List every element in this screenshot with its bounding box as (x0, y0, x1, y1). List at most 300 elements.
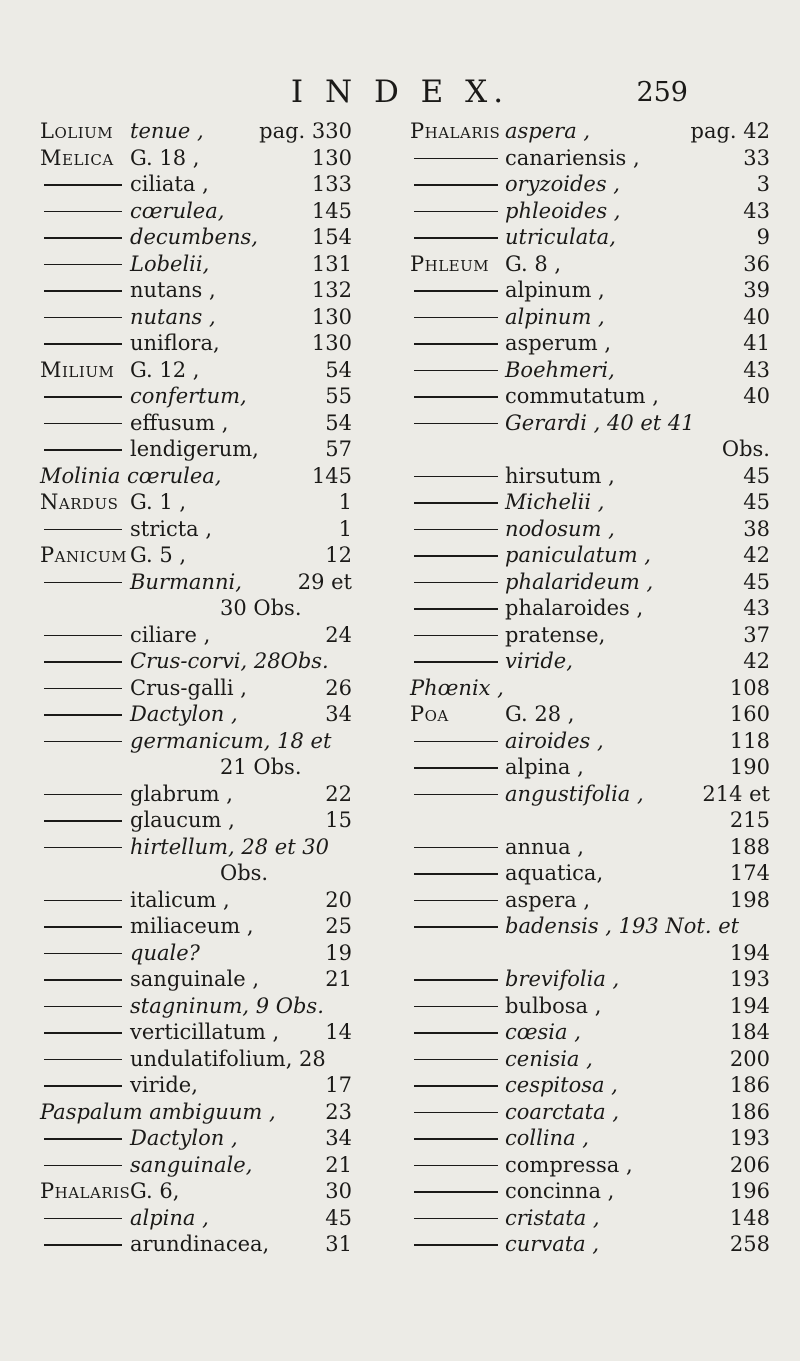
ditto-dash (414, 184, 498, 186)
page-reference: 43 (743, 198, 770, 223)
index-entry (40, 569, 412, 596)
page-reference: 43 (743, 357, 770, 382)
page-reference: 130 (311, 145, 352, 170)
species-epithet: alpinum , (505, 278, 605, 302)
species-epithet: cœsia , (505, 1020, 581, 1044)
index-entry (40, 1178, 412, 1205)
page-reference: 108 (729, 675, 770, 700)
index-entry (410, 675, 770, 702)
index-entry (40, 224, 412, 251)
page-reference: 145 (311, 463, 352, 488)
index-entry (410, 463, 770, 490)
index-entry (410, 1205, 770, 1232)
species-epithet: Crus-corvi, 28Obs. (130, 649, 329, 673)
species-epithet: confertum, (130, 384, 247, 408)
genus-name: Phalaris (410, 119, 501, 143)
species-epithet: phalarideum , (505, 569, 654, 594)
page-reference: 184 (729, 1020, 770, 1044)
index-entry (40, 145, 412, 172)
ditto-dash (414, 1165, 498, 1167)
ditto-dash (44, 661, 122, 663)
species-epithet: sanguinale, (130, 1152, 253, 1177)
entry-name: Molinia cœrulea, (40, 463, 222, 488)
species-epithet: phalaroides , (505, 596, 644, 620)
index-entry (410, 701, 770, 728)
index-entry (40, 1046, 412, 1073)
index-entry (40, 357, 412, 384)
index-title: I N D E X. (290, 74, 510, 110)
page-reference: 45 (743, 569, 770, 594)
page-reference: 154 (311, 225, 352, 249)
page-reference: 23 (325, 1099, 352, 1124)
species-epithet: angustifolia , (505, 781, 644, 806)
continuation-text: 21 Obs. (220, 755, 302, 779)
species-epithet: germanicum, 18 et (130, 728, 332, 753)
ditto-dash (414, 555, 498, 557)
species-epithet: ciliare , (130, 622, 211, 647)
ditto-dash (414, 1112, 498, 1114)
index-entry (410, 993, 770, 1020)
page-header (0, 74, 800, 114)
index-entry (40, 304, 412, 331)
ditto-dash (44, 1165, 122, 1167)
species-epithet: decumbens, (130, 225, 258, 249)
page-reference: 34 (325, 1126, 352, 1150)
page-reference: 41 (743, 331, 770, 355)
page-reference: 190 (729, 755, 770, 779)
species-epithet: utriculata, (505, 225, 616, 249)
species-epithet: cespitosa , (505, 1073, 618, 1097)
index-entry (40, 701, 412, 728)
ditto-dash (44, 396, 122, 398)
index-entry (410, 1231, 770, 1258)
index-entry (410, 1019, 770, 1046)
right-index-column (410, 118, 770, 1258)
index-entry (40, 807, 412, 834)
ditto-dash (414, 582, 498, 584)
ditto-dash (414, 1032, 498, 1034)
index-entry (40, 516, 412, 543)
index-entry (410, 648, 770, 675)
index-entry (40, 860, 412, 887)
page-reference: 196 (729, 1179, 770, 1203)
index-entry (410, 1125, 770, 1152)
species-epithet: paniculatum , (505, 543, 651, 567)
species-epithet: nodosum , (505, 516, 615, 541)
species-epithet: viride, (130, 1073, 198, 1097)
index-entry (40, 1152, 412, 1179)
page-reference: 39 (743, 278, 770, 302)
species-epithet: arundinacea, (130, 1232, 270, 1256)
ditto-dash (414, 476, 498, 478)
ditto-dash (414, 396, 498, 398)
index-entry (40, 675, 412, 702)
page-reference: 19 (325, 940, 352, 965)
ditto-dash (44, 635, 122, 637)
page-reference: 15 (325, 808, 352, 832)
species-epithet: lendigerum, (130, 437, 259, 461)
species-epithet: concinna , (505, 1179, 615, 1203)
page-reference: 25 (325, 914, 352, 938)
page-reference: 3 (756, 172, 770, 196)
genus-name: Phleum (410, 251, 490, 276)
species-epithet: miliaceum , (130, 914, 254, 938)
page-reference: 193 (729, 1126, 770, 1150)
index-entry (40, 383, 412, 410)
ditto-dash (414, 1244, 498, 1246)
ditto-dash (414, 847, 498, 849)
species-epithet: G. 18 , (130, 145, 200, 170)
ditto-dash (414, 1085, 498, 1087)
ditto-dash (414, 979, 498, 981)
ditto-dash (44, 900, 122, 902)
ditto-dash (414, 502, 498, 504)
ditto-dash (414, 873, 498, 875)
index-entry (410, 754, 770, 781)
species-epithet: Lobelii, (130, 251, 210, 276)
index-entry (410, 834, 770, 861)
index-entry (410, 622, 770, 649)
entry-name: Phœnix , (410, 675, 504, 700)
page-reference: 131 (311, 251, 352, 276)
page-reference: 193 (729, 967, 770, 991)
species-epithet: glaucum , (130, 808, 235, 832)
ditto-dash (414, 635, 498, 637)
page-reference: 20 (325, 887, 352, 912)
ditto-dash (44, 529, 122, 531)
genus-name: Melica (40, 145, 114, 170)
index-entry (40, 1231, 412, 1258)
page-reference: 118 (729, 728, 770, 753)
genus-name: Poa (410, 702, 449, 726)
species-epithet: effusum , (130, 410, 229, 435)
page-reference: 133 (311, 172, 352, 196)
index-entry (410, 436, 770, 463)
species-epithet: pratense, (505, 622, 606, 647)
ditto-dash (44, 423, 122, 425)
species-epithet: Dactylon , (130, 702, 238, 726)
page-reference: 40 (743, 384, 770, 408)
ditto-dash (414, 158, 498, 160)
page-reference: 21 (325, 1152, 352, 1177)
left-index-column (40, 118, 412, 1258)
index-entry (40, 648, 412, 675)
page-reference: 1 (338, 516, 352, 541)
index-entry (40, 277, 412, 304)
ditto-dash (414, 1138, 498, 1140)
index-entry (40, 171, 412, 198)
species-epithet: alpina , (505, 755, 584, 779)
index-entry (410, 569, 770, 596)
ditto-dash (414, 1191, 498, 1193)
page-reference: pag. 42 (690, 119, 770, 143)
species-epithet: Dactylon , (130, 1126, 238, 1150)
species-epithet: alpinum , (505, 304, 605, 329)
page-reference: 14 (325, 1020, 352, 1044)
page-reference: 31 (325, 1232, 352, 1256)
ditto-dash (44, 1085, 122, 1087)
ditto-dash (44, 449, 122, 451)
page-reference: 45 (325, 1205, 352, 1230)
ditto-dash (44, 237, 122, 239)
index-entry (410, 1178, 770, 1205)
species-epithet: commutatum , (505, 384, 659, 408)
page-reference: 38 (743, 516, 770, 541)
page-reference: 12 (325, 543, 352, 567)
ditto-dash (414, 1059, 498, 1061)
ditto-dash (44, 794, 122, 796)
index-entry (410, 251, 770, 278)
species-epithet: compressa , (505, 1152, 633, 1177)
index-entry (40, 887, 412, 914)
page-reference: 54 (325, 410, 352, 435)
page-reference: 130 (311, 304, 352, 329)
page-reference: 37 (743, 622, 770, 647)
page-reference: 200 (729, 1046, 770, 1071)
index-entry (40, 754, 412, 781)
species-epithet: canariensis , (505, 145, 640, 170)
index-entry (410, 357, 770, 384)
page-reference: 45 (743, 490, 770, 514)
page-reference: 40 (743, 304, 770, 329)
species-epithet: brevifolia , (505, 967, 620, 991)
page-reference: 33 (743, 145, 770, 170)
ditto-dash (414, 370, 498, 372)
species-epithet: G. 28 , (505, 702, 575, 726)
ditto-dash (414, 794, 498, 796)
index-entry (410, 966, 770, 993)
ditto-dash (414, 343, 498, 345)
ditto-dash (414, 661, 498, 663)
species-epithet: viride, (505, 649, 573, 673)
index-entry (410, 383, 770, 410)
index-entry (410, 171, 770, 198)
index-entry (40, 940, 412, 967)
index-entry (40, 622, 412, 649)
index-entry (410, 887, 770, 914)
species-epithet: cœrulea, (130, 198, 225, 223)
ditto-dash (44, 979, 122, 981)
index-entry (40, 966, 412, 993)
index-entry (410, 728, 770, 755)
ditto-dash (44, 1032, 122, 1034)
ditto-dash (44, 1244, 122, 1246)
index-entry (410, 1072, 770, 1099)
ditto-dash (44, 343, 122, 345)
index-entry (410, 516, 770, 543)
species-epithet: Michelii , (505, 490, 605, 514)
species-epithet: italicum , (130, 887, 230, 912)
ditto-dash (414, 900, 498, 902)
continuation-text: Obs. (220, 861, 269, 885)
ditto-dash (414, 1218, 498, 1220)
genus-name: Panicum (40, 543, 127, 567)
ditto-dash (44, 1218, 122, 1220)
species-epithet: cenisia , (505, 1046, 593, 1071)
page-reference: 21 (325, 967, 352, 991)
index-entry (40, 542, 412, 569)
page-reference: 29 et (297, 569, 352, 594)
continuation-text: 194 (729, 940, 770, 965)
species-epithet: nutans , (130, 278, 216, 302)
index-entry (40, 118, 412, 145)
index-entry (40, 410, 412, 437)
page-reference: 132 (311, 278, 352, 302)
page-reference: 54 (325, 357, 352, 382)
index-entry (410, 1099, 770, 1126)
index-entry (410, 781, 770, 808)
index-entry (40, 198, 412, 225)
continuation-text: Obs. (721, 437, 770, 461)
species-epithet: Boehmeri, (505, 357, 615, 382)
index-entry (410, 330, 770, 357)
ditto-dash (44, 1059, 122, 1061)
species-epithet: stricta , (130, 516, 213, 541)
species-epithet: uniflora, (130, 331, 220, 355)
ditto-dash (44, 211, 122, 213)
species-epithet: G. 5 , (130, 543, 187, 567)
index-entry (410, 807, 770, 834)
page-reference: 42 (743, 543, 770, 567)
page-reference: 186 (729, 1099, 770, 1124)
species-epithet: quale? (130, 940, 200, 965)
page-reference: 194 (729, 993, 770, 1018)
page-number: 259 (636, 77, 688, 108)
species-epithet: coarctata , (505, 1099, 619, 1124)
index-entry (40, 1205, 412, 1232)
species-epithet: undulatifolium, 28 (130, 1046, 326, 1071)
species-epithet: sanguinale , (130, 967, 260, 991)
index-entry (410, 595, 770, 622)
page-reference: 24 (325, 622, 352, 647)
species-epithet: phleoides , (505, 198, 621, 223)
index-entry (40, 1125, 412, 1152)
page-reference: 258 (729, 1232, 770, 1256)
page-reference: 148 (729, 1205, 770, 1230)
index-entry (40, 993, 412, 1020)
page-reference: 55 (325, 384, 352, 408)
page-reference: 206 (729, 1152, 770, 1177)
species-epithet: hirsutum , (505, 463, 615, 488)
species-epithet: collina , (505, 1126, 589, 1150)
index-entry (40, 834, 412, 861)
page-reference: 174 (729, 861, 770, 885)
species-epithet: aquatica, (505, 861, 604, 885)
page-reference: 45 (743, 463, 770, 488)
index-entry (410, 489, 770, 516)
index-entry (40, 330, 412, 357)
ditto-dash (414, 211, 498, 213)
index-entry (410, 1046, 770, 1073)
species-epithet: airoides , (505, 728, 604, 753)
ditto-dash (414, 741, 498, 743)
genus-name: Nardus (40, 490, 119, 514)
page-reference: 1 (338, 490, 352, 514)
ditto-dash (44, 820, 122, 822)
ditto-dash (44, 953, 122, 955)
species-epithet: Gerardi , 40 et 41 (505, 410, 695, 435)
species-epithet: aspera , (505, 119, 591, 143)
species-epithet: G. 1 , (130, 490, 187, 514)
index-entry (40, 1019, 412, 1046)
index-entry (40, 463, 412, 490)
page-reference: 36 (743, 251, 770, 276)
index-entry (410, 1152, 770, 1179)
page-reference: 22 (325, 781, 352, 806)
ditto-dash (44, 1006, 122, 1008)
species-epithet: G. 6, (130, 1179, 180, 1203)
page-reference: 43 (743, 596, 770, 620)
ditto-dash (414, 317, 498, 319)
index-entry (410, 145, 770, 172)
page-reference: 214 et (702, 781, 770, 806)
ditto-dash (414, 1006, 498, 1008)
index-entry (410, 940, 770, 967)
species-epithet: asperum , (505, 331, 611, 355)
ditto-dash (414, 237, 498, 239)
index-entry (410, 224, 770, 251)
page-reference: 42 (743, 649, 770, 673)
species-epithet: bulbosa , (505, 993, 602, 1018)
species-epithet: cristata , (505, 1205, 600, 1230)
page-reference: 198 (729, 887, 770, 912)
ditto-dash (414, 423, 498, 425)
index-entry (410, 860, 770, 887)
species-epithet: stagninum, 9 Obs. (130, 993, 324, 1018)
page-reference: 34 (325, 702, 352, 726)
page-reference: 145 (311, 198, 352, 223)
ditto-dash (44, 847, 122, 849)
ditto-dash (414, 926, 498, 928)
ditto-dash (414, 529, 498, 531)
index-entry (40, 251, 412, 278)
ditto-dash (44, 264, 122, 266)
index-entry (40, 728, 412, 755)
species-epithet: annua , (505, 834, 584, 859)
species-epithet: badensis , 193 Not. et (505, 914, 740, 938)
ditto-dash (44, 688, 122, 690)
species-epithet: verticillatum , (130, 1020, 280, 1044)
page-reference: 9 (756, 225, 770, 249)
genus-name: Phalaris (40, 1179, 131, 1203)
species-epithet: G. 8 , (505, 251, 562, 276)
index-entry (410, 410, 770, 437)
index-entry (40, 1099, 412, 1126)
ditto-dash (414, 608, 498, 610)
index-entry (410, 304, 770, 331)
species-epithet: G. 12 , (130, 357, 200, 382)
species-epithet: ciliata , (130, 172, 209, 196)
page-reference: 17 (325, 1073, 352, 1097)
index-entry (40, 489, 412, 516)
species-epithet: nutans , (130, 304, 216, 329)
species-epithet: oryzoides , (505, 172, 620, 196)
species-epithet: Burmanni, (130, 569, 242, 594)
index-entry (40, 595, 412, 622)
index-entry (410, 118, 770, 145)
ditto-dash (414, 290, 498, 292)
species-epithet: hirtellum, 28 et 30 (130, 834, 330, 859)
genus-name: Milium (40, 357, 115, 382)
ditto-dash (44, 317, 122, 319)
index-entry (40, 913, 412, 940)
index-entry (40, 781, 412, 808)
entry-name: Paspalum ambiguum , (40, 1099, 276, 1124)
genus-name: Lolium (40, 119, 114, 143)
page-reference: 57 (325, 437, 352, 461)
page-reference: 26 (325, 675, 352, 700)
ditto-dash (44, 714, 122, 716)
